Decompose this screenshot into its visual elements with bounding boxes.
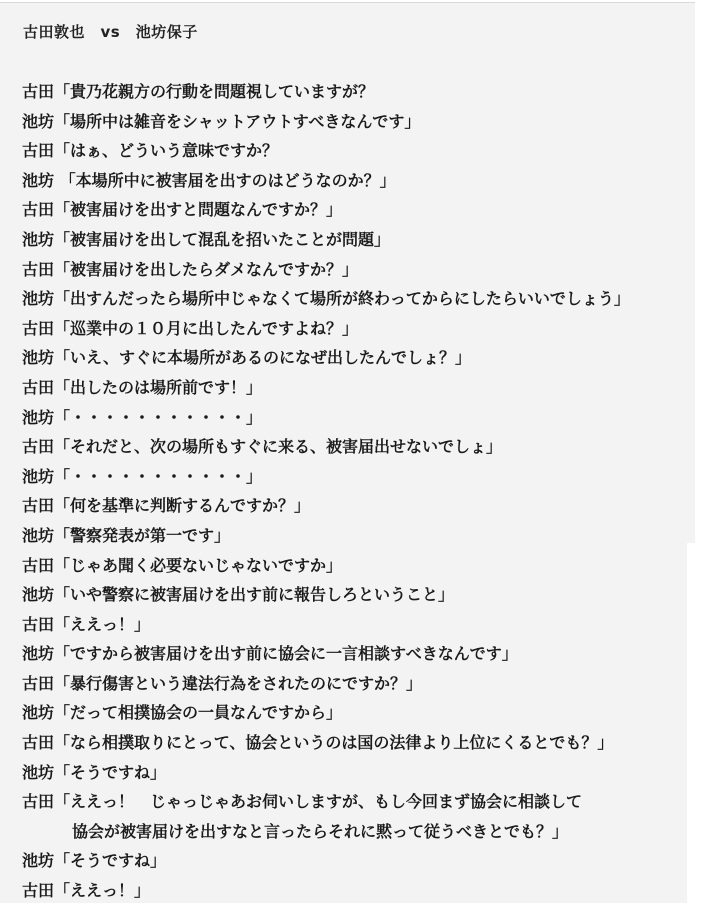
dialogue-line bbox=[22, 284, 692, 314]
line-text: 「いや警察に被害届けを出す前に報告しろということ」 bbox=[54, 585, 455, 605]
line-text: 「被害届けを出して混乱を招いたことが問題」 bbox=[54, 229, 391, 249]
line-text: 「被害届けを出すと問題なんですか？」 bbox=[54, 200, 343, 220]
dialogue-list bbox=[22, 77, 692, 906]
dialogue-line bbox=[22, 255, 692, 285]
line-text: 「警察発表が第一です」 bbox=[54, 525, 231, 545]
line-text: 協会が被害届けを出すなと言ったらそれに黙って従うべきとでも？」 bbox=[72, 821, 569, 841]
dialogue-line bbox=[22, 77, 692, 107]
line-text: 「暴行傷害という違法行為をされたのにですか？」 bbox=[54, 673, 423, 693]
speaker-name: 池坊 bbox=[22, 111, 55, 131]
dialogue-line bbox=[22, 876, 692, 906]
dialogue-line bbox=[22, 314, 692, 344]
line-text: 「ですから被害届けを出す前に協会に一言相談すべきなんです」 bbox=[54, 644, 518, 664]
dialogue-line bbox=[22, 491, 692, 521]
dialogue-line bbox=[22, 462, 692, 492]
speaker-name: 池坊 bbox=[22, 170, 55, 190]
line-text: 「それだと、次の場所もすぐに来る、被害届出せないでしょ」 bbox=[54, 437, 503, 457]
speaker-name: 池坊 bbox=[22, 229, 55, 249]
dialogue-line bbox=[22, 758, 692, 788]
line-text: 「出すんだったら場所中じゃなくて場所が終わってからにしたらいいでしょう」 bbox=[54, 289, 630, 309]
speaker-name: 古田 bbox=[22, 82, 55, 101]
line-text: 「何を基準に判断するんですか？」 bbox=[54, 496, 311, 516]
dialogue-line bbox=[22, 610, 692, 640]
page-title: 古田敦也 vs 池坊保子 bbox=[23, 23, 198, 41]
speaker-name: 池坊 bbox=[22, 348, 55, 368]
speaker-name: 池坊 bbox=[22, 644, 55, 664]
line-text: 「ええっ！ じゃっじゃあお伺いしますが、もし今回まず協会に相談して bbox=[54, 792, 583, 812]
speaker-name: 古田 bbox=[22, 733, 55, 753]
dialogue-line-continuation bbox=[22, 817, 692, 847]
speaker-name: 池坊 bbox=[22, 762, 55, 782]
speaker-name: 古田 bbox=[22, 141, 55, 161]
speaker-name: 古田 bbox=[22, 881, 55, 901]
speaker-name: 古田 bbox=[22, 496, 55, 516]
line-text: 「なら相撲取りにとって、協会というのは国の法律より上位にくるとでも？」 bbox=[54, 733, 614, 753]
speaker-name: 池坊 bbox=[22, 407, 55, 427]
dialogue-line bbox=[22, 373, 692, 403]
line-text: 「出したのは場所前です！」 bbox=[54, 377, 263, 397]
speaker-name: 古田 bbox=[22, 673, 55, 693]
dialogue-line bbox=[22, 225, 692, 255]
line-text: 「だって相撲協会の一員なんですから」 bbox=[54, 703, 343, 723]
line-text: 「いえ、すぐに本場所があるのになぜ出したんでしょ？」 bbox=[54, 348, 471, 368]
line-text: 「ええっ！」 bbox=[54, 881, 151, 901]
line-text: 「そうですね」 bbox=[54, 851, 167, 871]
line-text: 「・・・・・・・・・・・」 bbox=[54, 407, 263, 427]
line-text: 「・・・・・・・・・・・」 bbox=[54, 466, 263, 486]
dialogue-line bbox=[22, 521, 692, 551]
line-text: 「貴乃花親方の行動を問題視していますが？ bbox=[54, 82, 375, 101]
speaker-name: 池坊 bbox=[22, 525, 55, 545]
speaker-name: 古田 bbox=[22, 318, 55, 338]
dialogue-line bbox=[22, 580, 692, 610]
line-text: 「場所中は雑音をシャットアウトすべきなんです」 bbox=[54, 111, 421, 131]
dialogue-line bbox=[22, 551, 692, 581]
dialogue-line bbox=[22, 698, 692, 728]
speaker-name: 古田 bbox=[22, 259, 55, 279]
line-text: 「はぁ、どういう意味ですか？ bbox=[54, 141, 279, 161]
dialogue-line bbox=[22, 403, 692, 433]
dialogue-line bbox=[22, 166, 692, 196]
dialogue-line bbox=[22, 846, 692, 876]
speaker-name: 池坊 bbox=[22, 851, 55, 871]
speaker-name: 古田 bbox=[22, 792, 55, 812]
dialogue-line bbox=[22, 639, 692, 669]
speaker-name: 古田 bbox=[22, 555, 55, 575]
dialogue-line bbox=[22, 787, 692, 817]
line-text: 「そうですね」 bbox=[54, 762, 167, 782]
dialogue-line bbox=[22, 107, 692, 137]
dialogue-line bbox=[22, 728, 692, 758]
speaker-name: 古田 bbox=[22, 437, 55, 457]
line-text: 「本場所中に被害届を出すのはどうなのか？」 bbox=[54, 170, 396, 190]
speaker-name: 池坊 bbox=[22, 466, 55, 486]
speaker-name: 古田 bbox=[22, 377, 55, 397]
speaker-name: 古田 bbox=[22, 614, 55, 634]
line-text: 「巡業中の１０月に出したんですよね？」 bbox=[54, 318, 359, 338]
dialogue-line bbox=[22, 195, 692, 225]
speaker-name: 池坊 bbox=[22, 585, 55, 605]
speaker-name: 池坊 bbox=[22, 289, 55, 309]
line-text: 「じゃあ聞く必要ないじゃないですか」 bbox=[54, 555, 343, 575]
dialogue-line bbox=[22, 432, 692, 462]
dialogue-line bbox=[22, 669, 692, 699]
line-text: 「ええっ！」 bbox=[54, 614, 151, 634]
speaker-name: 池坊 bbox=[22, 703, 55, 723]
speaker-name: 古田 bbox=[22, 200, 55, 220]
line-text: 「被害届けを出したらダメなんですか？」 bbox=[54, 259, 359, 279]
dialogue-line bbox=[22, 343, 692, 373]
dialogue-line bbox=[22, 136, 692, 166]
